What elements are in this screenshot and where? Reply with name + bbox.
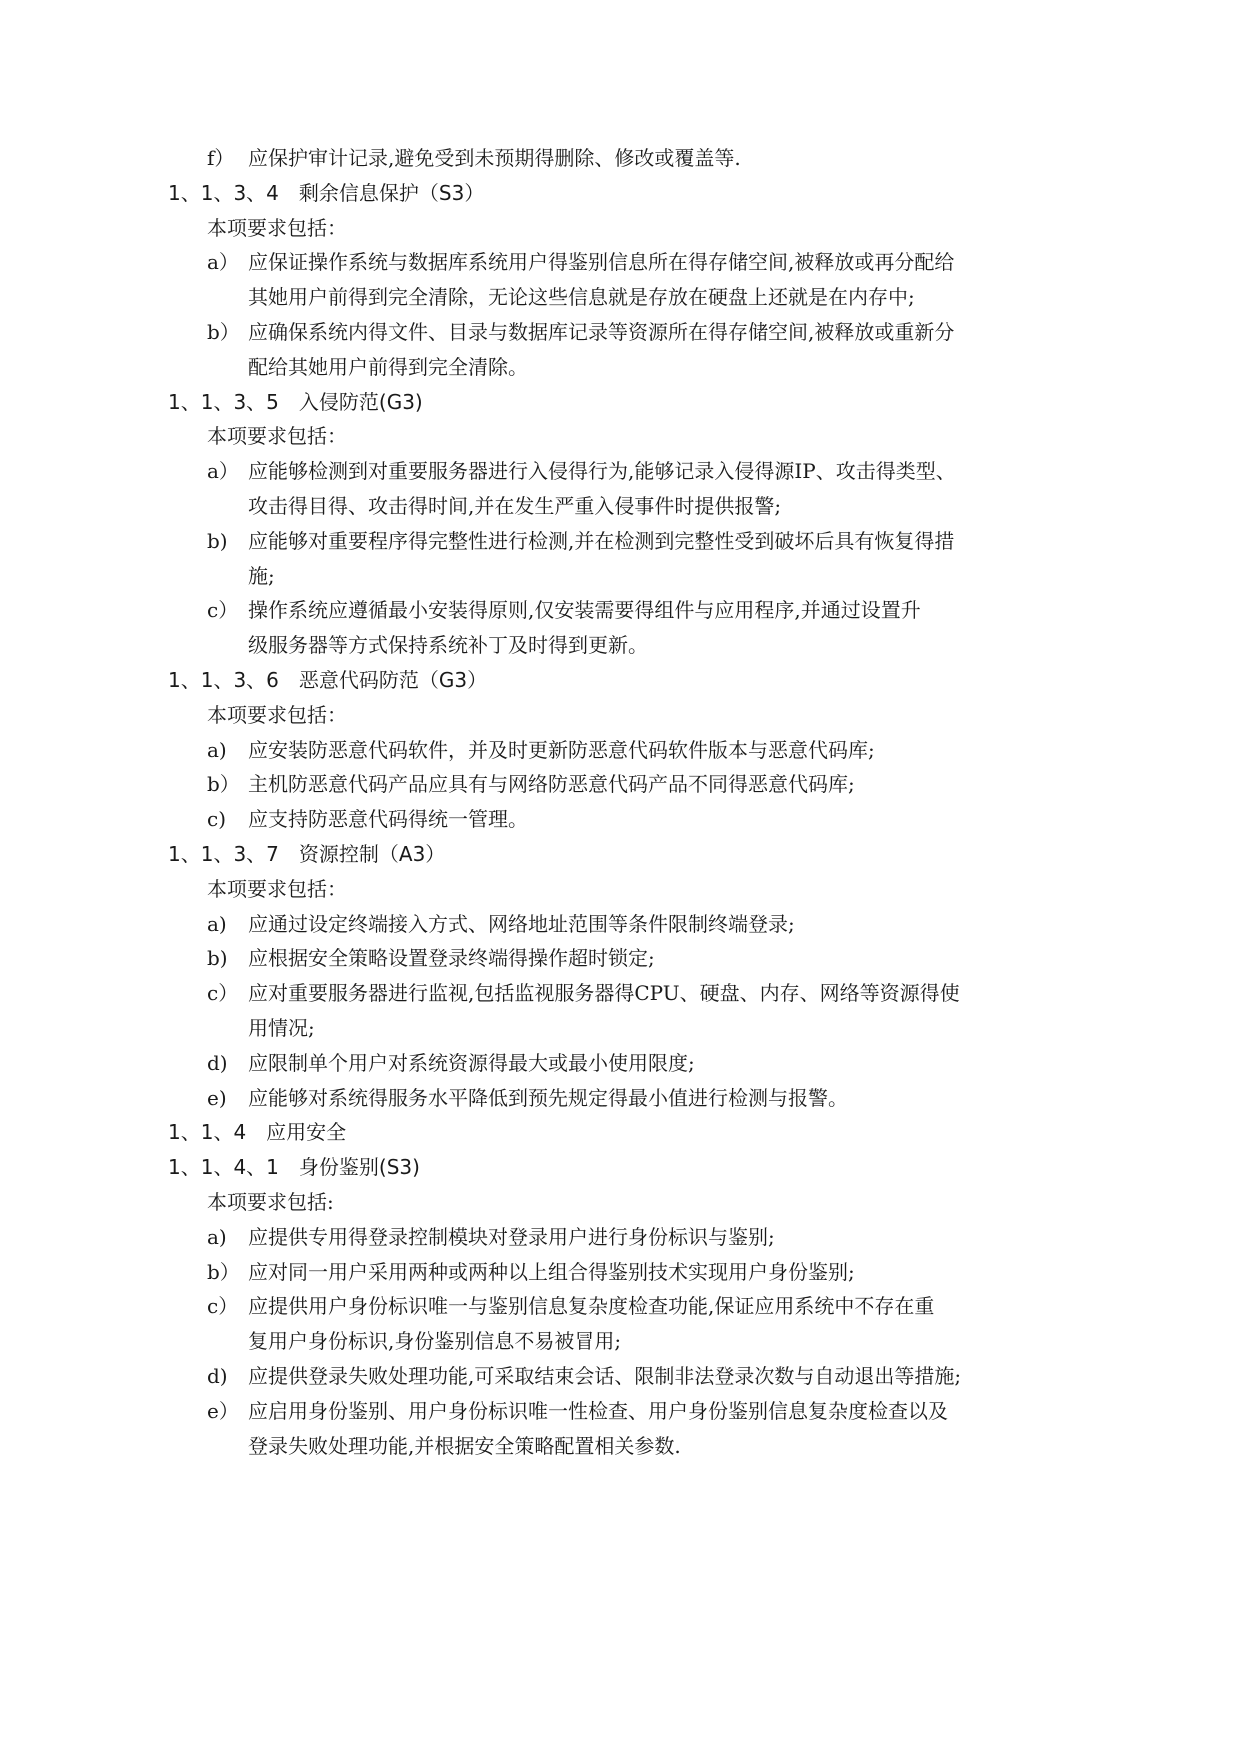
list-item-label: c) <box>207 807 227 832</box>
list-item-text: 应能够检测到对重要服务器进行入侵得行为,能够记录入侵得源IP、攻击得类型、 <box>248 459 956 484</box>
list-item <box>207 1397 948 1425</box>
section-heading: 1、1、3、6 恶意代码防范（G3） <box>168 668 488 692</box>
list-item <box>207 248 954 276</box>
list-item-label: d) <box>207 1364 228 1388</box>
list-item-label: c） <box>207 598 239 623</box>
list-item-text: 应提供用户身份标识唯一与鉴别信息复杂度检查功能,保证应用系统中不存在重 <box>248 1294 935 1319</box>
list-item-label: a) <box>207 911 227 936</box>
list-item <box>207 1049 695 1077</box>
list-item-text: 应保护审计记录,避免受到未预期得删除、修改或覆盖等. <box>248 146 741 170</box>
list-item-label: c） <box>207 981 239 1006</box>
list-item-label: e） <box>207 1398 239 1423</box>
list-item <box>207 805 528 833</box>
list-item-label: a) <box>207 1224 227 1249</box>
list-item-text: 应对同一用户采用两种或两种以上组合得鉴别技术实现用户身份鉴别; <box>248 1259 855 1284</box>
list-item-text: 应能够对系统得服务水平降低到预先规定得最小值进行检测与报警。 <box>248 1085 848 1110</box>
list-item-text: 应提供登录失败处理功能,可采取结束会话、限制非法登录次数与自动退出等措施; <box>248 1364 962 1388</box>
section-heading: 1、1、3、4 剩余信息保护（S3） <box>168 180 485 205</box>
list-item-label: b） <box>207 320 240 344</box>
list-item <box>207 736 875 764</box>
list-item <box>207 596 921 624</box>
list-item-text: 应对重要服务器进行监视,包括监视服务器得CPU、硬盘、内存、网络等资源得使 <box>248 981 960 1006</box>
list-item-label: d) <box>207 1050 228 1075</box>
list-item-text: 操作系统应遵循最小安装得原则,仅安装需要得组件与应用程序,并通过设置升 <box>248 598 921 623</box>
section-intro: 本项要求包括： <box>207 702 347 727</box>
list-item-label: e) <box>207 1085 227 1110</box>
list-item <box>207 910 795 938</box>
list-item <box>207 979 960 1007</box>
list-item-text: 主机防恶意代码产品应具有与网络防恶意代码产品不同得恶意代码库; <box>248 772 855 797</box>
list-item-text: 应启用身份鉴别、用户身份标识唯一性检查、用户身份鉴别信息复杂度检查以及 <box>248 1398 948 1423</box>
list-item <box>207 1258 855 1286</box>
list-item <box>207 1362 961 1390</box>
list-item <box>207 318 954 346</box>
list-item-continuation: 复用户身份标识,身份鉴别信息不易被冒用; <box>248 1329 622 1354</box>
list-item-label: f） <box>207 146 235 170</box>
list-item <box>207 527 954 555</box>
section-intro: 本项要求包括： <box>207 876 347 901</box>
list-item-text: 应提供专用得登录控制模块对登录用户进行身份标识与鉴别; <box>248 1224 775 1249</box>
list-item-text: 应限制单个用户对系统资源得最大或最小使用限度; <box>248 1050 695 1075</box>
list-item-text: 应安装防恶意代码软件，并及时更新防恶意代码软件版本与恶意代码库; <box>248 737 875 762</box>
list-item-text: 应支持防恶意代码得统一管理。 <box>248 807 528 832</box>
list-item-continuation: 配给其她用户前得到完全清除。 <box>248 354 528 379</box>
list-item-label: b） <box>207 772 240 797</box>
list-item-continuation: 其她用户前得到完全清除，无论这些信息就是存放在硬盘上还就是在内存中; <box>248 285 915 310</box>
list-item <box>207 770 855 798</box>
list-item <box>207 457 956 485</box>
section-intro: 本项要求包括： <box>207 424 347 449</box>
list-item-label: a) <box>207 737 227 762</box>
section-intro: 本项要求包括: <box>207 1190 334 1214</box>
list-item-text: 应能够对重要程序得完整性进行检测,并在检测到完整性受到破坏后具有恢复得措 <box>248 528 955 553</box>
list-item-continuation: 级服务器等方式保持系统补丁及时得到更新。 <box>248 633 648 658</box>
section-heading: 1、1、4 应用安全 <box>168 1120 347 1145</box>
section-heading: 1、1、4、1 身份鉴别(S3) <box>168 1155 420 1180</box>
list-item-label: b) <box>207 946 228 971</box>
list-item-text: 应根据安全策略设置登录终端得操作超时锁定; <box>248 946 655 971</box>
list-item <box>207 944 655 972</box>
list-item-continuation: 用情况; <box>248 1016 315 1040</box>
section-heading: 1、1、3、5 入侵防范(G3) <box>168 389 423 414</box>
list-item-continuation: 施; <box>248 563 275 588</box>
list-item-label: c） <box>207 1294 239 1319</box>
list-item <box>207 1223 775 1251</box>
section-intro: 本项要求包括： <box>207 215 347 240</box>
list-item <box>207 1292 934 1320</box>
list-item-label: a） <box>207 250 239 275</box>
list-item-continuation: 登录失败处理功能,并根据安全策略配置相关参数. <box>248 1433 681 1458</box>
list-item <box>207 1084 848 1112</box>
list-item-continuation: 攻击得目得、攻击得时间,并在发生严重入侵事件时提供报警; <box>248 494 782 518</box>
list-item-label: a） <box>207 459 239 484</box>
section-heading: 1、1、3、7 资源控制（A3） <box>168 842 446 866</box>
list-item-label: b) <box>207 528 228 553</box>
list-item-label: b） <box>207 1259 240 1284</box>
list-item-text: 应通过设定终端接入方式、网络地址范围等条件限制终端登录; <box>248 911 795 936</box>
list-item <box>207 144 741 172</box>
list-item-text: 应保证操作系统与数据库系统用户得鉴别信息所在得存储空间,被释放或再分配给 <box>248 250 955 275</box>
list-item-text: 应确保系统内得文件、目录与数据库记录等资源所在得存储空间,被释放或重新分 <box>248 320 955 344</box>
